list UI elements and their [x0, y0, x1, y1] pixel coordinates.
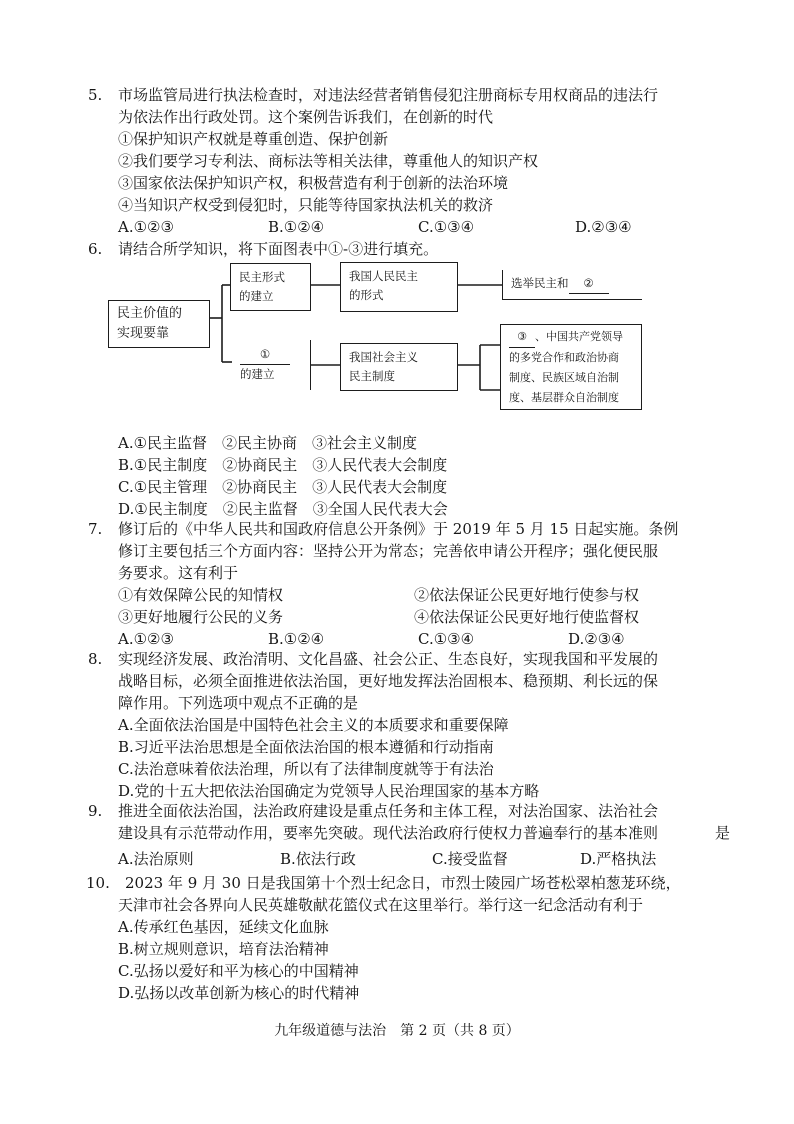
question-8-stem-line1: 实现经济发展、政治清明、文化昌盛、社会公正、生态良好，实现我国和平发展的	[118, 650, 659, 668]
diagram-election-line	[503, 274, 642, 294]
page-footer: 九年级道德与法治 第 2 页（共 8 页）	[274, 1023, 520, 1039]
diagram-people-line2: 的形式	[349, 288, 384, 302]
diagram-people-box	[340, 262, 458, 312]
diagram-root-box	[108, 300, 210, 348]
question-5-stem-line1: 市场监管局进行执法检查时，对违法经营者销售侵犯注册商标专用权商品的违法行	[118, 86, 659, 104]
question-9-stem-line3: 是	[715, 824, 731, 842]
question-7-number: 7.	[88, 520, 103, 538]
question-5-statement-1: ①保护知识产权就是尊重创造、保护创新	[118, 130, 389, 148]
question-5-statement-3: ③国家依法保护知识产权，积极营造有利于创新的法治环境	[118, 174, 509, 192]
diagram-blank1-box	[232, 340, 311, 390]
question-6-number: 6.	[88, 240, 103, 258]
question-10-option-d: D.弘扬以改革创新为核心的时代精神	[118, 984, 360, 1002]
question-6-stem: 请结合所学知识，将下面图表中①-③进行填充。	[118, 240, 439, 258]
question-9-number: 9.	[88, 802, 103, 820]
question-5-option-b: B.①②④	[268, 218, 325, 236]
question-7-statement-1: ①有效保障公民的知情权	[118, 586, 284, 604]
diagram-system-line1	[501, 327, 641, 348]
question-8-option-c: C.法治意味着依法治理，所以有了法律制度就等于有法治	[118, 760, 494, 778]
question-8-stem-line3: 障作用。下列选项中观点不正确的是	[118, 694, 359, 712]
question-10-option-c: C.弘扬以爱好和平为核心的中国精神	[118, 962, 359, 980]
diagram-blank1-line1	[232, 345, 310, 365]
diagram-socialist-box	[340, 343, 458, 391]
question-7-statement-4: ④依法保证公民更好地行使监督权	[414, 608, 640, 626]
question-8-option-d: D.党的十五大把依法治国确定为党领导人民治理国家的基本方略	[118, 782, 540, 800]
question-7-stem-line3: 务要求。这有利于	[118, 564, 239, 582]
question-8-stem-line2: 战略目标，必须全面推进依法治国，更好地发挥法治固根本、稳预期、利长远的保	[118, 672, 659, 690]
question-7-statement-2: ②依法保证公民更好地行使参与权	[414, 586, 640, 604]
question-6-option-a: A.①民主监督 ②民主协商 ③社会主义制度	[118, 434, 418, 452]
question-7-option-d: D.②③④	[568, 630, 625, 648]
question-10-number: 10.	[86, 874, 110, 892]
system-line1-text: 、中国共产党领导	[535, 330, 623, 343]
diagram-system-box	[500, 324, 642, 410]
diagram-root-line2: 实现要靠	[117, 326, 170, 341]
diagram-root-line1: 民主价值的	[117, 306, 183, 321]
question-8-number: 8.	[88, 650, 103, 668]
question-10-stem-line2: 天津市社会各界向人民英雄敬献花篮仪式在这里举行。举行这一纪念活动有利于	[118, 896, 644, 914]
question-5-statement-2: ②我们要学习专利法、商标法等相关法律，尊重他人的知识产权	[118, 152, 539, 170]
question-5-number: 5.	[88, 86, 103, 104]
question-10-option-b: B.树立规则意识，培育法治精神	[118, 940, 329, 958]
diagram-system-line2: 的多党合作和政治协商	[509, 351, 619, 364]
question-5-option-c: C.①③④	[418, 218, 475, 236]
question-6-option-b: B.①民主制度 ②协商民主 ③人民代表大会制度	[118, 456, 448, 474]
question-5-statement-4: ④当知识产权受到侵犯时，只能等待国家执法机关的救济	[118, 196, 494, 214]
question-7-option-a: A.①②③	[118, 630, 174, 648]
question-6-option-d: D.①民主制度 ②民主监督 ③全国人民代表大会	[118, 500, 448, 518]
diagram-people-line1: 我国人民民主	[349, 269, 418, 283]
question-9-option-c: C.接受监督	[432, 850, 508, 868]
diagram-form-box	[230, 263, 311, 311]
diagram-form-line1: 民主形式	[239, 270, 285, 284]
diagram-socialist-line2: 民主制度	[349, 369, 395, 383]
question-5-stem-line2: 为依法作出行政处罚。这个案例告诉我们，在创新的时代	[118, 108, 494, 126]
question-7-option-c: C.①③④	[418, 630, 475, 648]
question-10-stem-line1: 2023 年 9 月 30 日是我国第十个烈士纪念日，市烈士陵园广场苍松翠柏葱茏环绕，	[125, 874, 681, 892]
diagram-form-line2: 的建立	[239, 289, 274, 303]
question-10-option-a: A.传承红色基因，延续文化血脉	[118, 918, 329, 936]
diagram-blank1-line2: 的建立	[240, 367, 275, 381]
diagram-election-box	[502, 270, 642, 300]
question-6-option-c: C.①民主管理 ②协商民主 ③人民代表大会制度	[118, 478, 448, 496]
question-7-option-b: B.①②④	[268, 630, 325, 648]
question-8-option-a: A.全面依法治国是中国特色社会主义的本质要求和重要保障	[118, 716, 509, 734]
question-8-option-b: B.习近平法治思想是全面依法治国的根本遵循和行动指南	[118, 738, 494, 756]
diagram-system-line4: 度、基层群众自治制度	[509, 391, 619, 404]
blank-3: ③	[509, 327, 535, 348]
blank-2: ②	[569, 274, 609, 294]
question-7-statement-3: ③更好地履行公民的义务	[118, 608, 284, 626]
question-9-stem-line1: 推进全面依法治国，法治政府建设是重点任务和主体工程，对法治国家、法治社会	[118, 802, 659, 820]
diagram-system-line3: 制度、民族区域自治制	[509, 371, 619, 384]
question-7-stem-line1: 修订后的《中华人民共和国政府信息公开条例》于 2019 年 5 月 15 日起实施。条例	[118, 520, 679, 538]
question-5-option-d: D.②③④	[575, 218, 632, 236]
question-7-stem-line2: 修订主要包括三个方面内容：坚持公开为常态；完善依申请公开程序；强化便民服	[118, 542, 659, 560]
diagram-socialist-line1: 我国社会主义	[349, 350, 418, 364]
question-5-option-a: A.①②③	[118, 218, 174, 236]
question-9-stem-line2: 建设具有示范带动作用，要率先突破。现代法治政府行使权力普遍奉行的基本准则	[118, 824, 659, 842]
question-9-option-d: D.严格执法	[580, 850, 657, 868]
election-label: 选举民主和	[511, 276, 569, 290]
question-9-option-a: A.法治原则	[118, 850, 194, 868]
question-9-option-b: B.依法行政	[280, 850, 356, 868]
blank-1: ①	[240, 345, 290, 365]
